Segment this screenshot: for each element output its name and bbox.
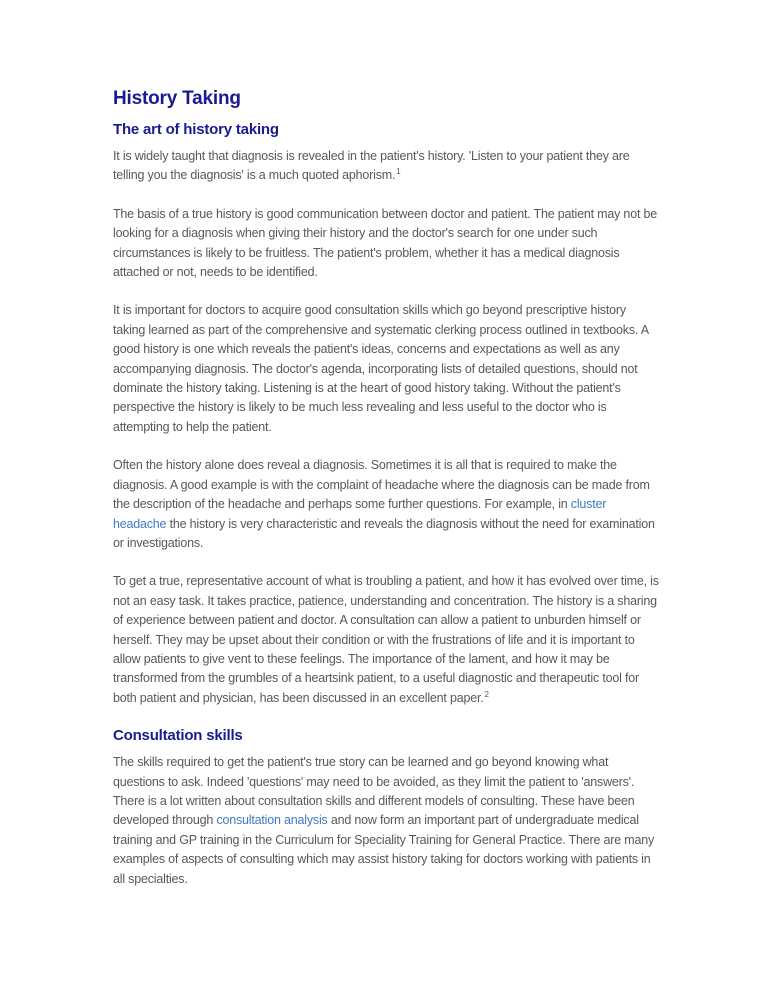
- paragraph-text: the history is very characteristic and reveals the diagnosis without the need for examination or investigations.: [113, 516, 655, 550]
- paragraph-text: It is important for doctors to acquire good consultation skills which go beyond prescriptive history taking learned as part of the comprehensive and systematic clerking process outlined in textbooks. A good history is one which reveals the patient's ideas, concerns and expectations as well as any accompanying diagnosis. The doctor's agenda, incorporating lists of detailed questions, should not dominate the history taking. Listening is at the heart of good history taking. Without the patient's perspective the history is likely to be much less revealing and less useful to the doctor who is attempting to help the patient.: [113, 303, 649, 434]
- paragraph-text: To get a true, representative account of what is troubling a patient, and how it has evolved over time, is not an easy task. It takes practice, patience, understanding and concentration. The history is a sharing of experience between patient and doctor. A consultation can allow a patient to unburden himself or herself. They may be upset about their condition or with the frustrations of life and it is important to allow patients to give vent to these feelings. The importance of the lament, and how it may be transformed from the grumbles of a heartsink patient, to a useful diagnostic and therapeutic tool for both patient and physician, has been discussed in an excellent paper.: [113, 574, 659, 705]
- paragraph-text: The basis of a true history is good communication between doctor and patient. The patient may not be looking for a diagnosis when giving their history and the doctor's search for one under such circumstances is likely to be fruitless. The patient's problem, whether it has a medical diagnosis attached or not, needs to be identified.: [113, 206, 657, 280]
- paragraph-communication: [113, 205, 661, 283]
- section-heading-art-of-history-taking: The art of history taking: [113, 121, 279, 138]
- paragraph-consultation-skills-importance: [113, 301, 661, 437]
- paragraph-true-account: [113, 572, 661, 708]
- paragraph-intro: [113, 147, 661, 186]
- page-title: History Taking: [113, 88, 241, 109]
- paragraph-diagnosis-from-history: [113, 456, 661, 553]
- paragraph-text: Often the history alone does reveal a diagnosis. Sometimes it is all that is required to make the diagnosis. A good example is with the complaint of headache where the diagnosis can be made from the description of the headache and perhaps some further questions. For example, in: [113, 458, 650, 512]
- paragraph-text: It is widely taught that diagnosis is revealed in the patient's history. 'Listen to your patient they are telling you the diagnosis' is a much quoted aphorism.: [113, 149, 630, 183]
- link-cluster-headache[interactable]: cluster headache: [113, 497, 607, 531]
- footnote-ref-1: 1: [396, 167, 401, 177]
- link-consultation-analysis[interactable]: consultation analysis: [216, 813, 328, 828]
- paragraph-text: and now form an important part of undergraduate medical training and GP training in the Curriculum for Speciality Training for General Practice. There are many examples of aspects of consulting which may assist history taking for doctors working with patients in all specialties.: [113, 813, 655, 886]
- paragraph-skills-learned: [113, 753, 661, 889]
- footnote-ref-2: 2: [484, 689, 489, 699]
- section-heading-consultation-skills: Consultation skills: [113, 727, 243, 745]
- paragraph-text: The skills required to get the patient's true story can be learned and go beyond knowing what questions to ask. Indeed 'questions' may need to be avoided, as they limit the patient to 'answers'. There is a lot written about consultation skills and different models of consulting. These have been developed through: [113, 755, 635, 828]
